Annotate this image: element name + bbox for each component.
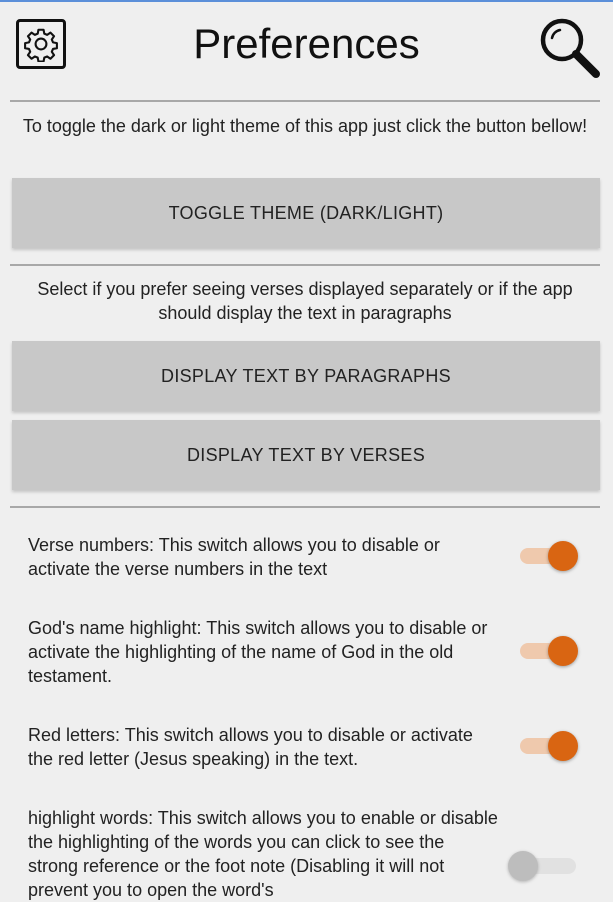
page-title: Preferences (193, 20, 420, 67)
verse-numbers-description: Verse numbers: This switch allows you to disable or activate the verse numbers in the text (28, 535, 440, 579)
gods-name-highlight-switch[interactable] (518, 634, 582, 668)
divider (10, 264, 600, 266)
highlight-words-description: highlight words: This switch allows you to enable or disable the highlighting of the words you can click to see the strong reference or the foot note (Disabling it will not prevent you to open the word's (28, 808, 498, 900)
switch-thumb (508, 851, 538, 881)
display-verses-button[interactable]: DISPLAY TEXT BY VERSES (12, 420, 600, 490)
red-letters-switch[interactable] (518, 729, 582, 763)
switch-thumb (548, 636, 578, 666)
switch-thumb (548, 541, 578, 571)
theme-description: To toggle the dark or light theme of this app just click the button bellow! (22, 116, 588, 136)
verse-numbers-switch[interactable] (518, 539, 582, 573)
display-description: Select if you prefer seeing verses displayed separately or if the app should display the text in paragraphs (37, 279, 573, 323)
toggle-theme-button[interactable]: TOGGLE THEME (DARK/LIGHT) (12, 178, 600, 248)
search-icon (538, 16, 602, 80)
search-button[interactable] (538, 16, 602, 80)
gods-name-highlight-description: God's name highlight: This switch allows you to disable or activate the highlighting of the name of God in the old testament. (28, 618, 488, 686)
red-letters-description: Red letters: This switch allows you to disable or activate the red letter (Jesus speaking) in the text. (28, 725, 473, 769)
header (0, 2, 613, 92)
display-paragraphs-button[interactable]: DISPLAY TEXT BY PARAGRAPHS (12, 341, 600, 411)
divider (10, 100, 600, 102)
divider (10, 506, 600, 508)
switch-thumb (548, 731, 578, 761)
highlight-words-switch[interactable] (518, 849, 582, 883)
